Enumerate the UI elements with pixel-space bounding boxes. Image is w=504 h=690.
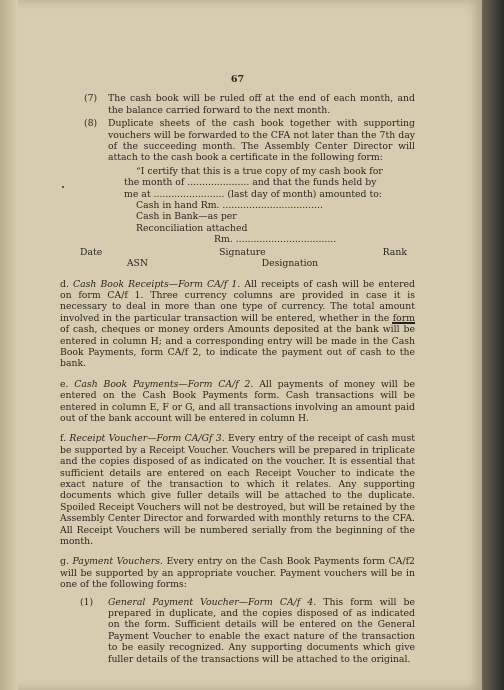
certificate-form: [60, 166, 415, 246]
paragraph-d: [60, 279, 415, 370]
cert-line: Rm. ..................................: [214, 234, 337, 246]
list-item: [60, 93, 415, 116]
cert-line: Reconciliation attached: [136, 222, 248, 234]
sub-item-heading: General Payment Voucher—Form CA/f 4.: [108, 596, 317, 608]
sub-item-text: [108, 597, 415, 665]
signature-row: [60, 247, 415, 258]
para-heading: Receipt Voucher—Form CA/Gf 3.: [69, 433, 225, 445]
paragraph-g: [60, 556, 415, 590]
rank-label: Rank: [382, 246, 407, 258]
designation-label: Designation: [261, 258, 319, 270]
page-number: 67: [230, 74, 245, 85]
para-text: All payments of money will be entered on the Cash Book Payments form. Cash transactions will be entered in column E, F or G, and all transactions involving an amount paid out of the bank account will be entered in column H.: [60, 378, 415, 424]
cert-line: “I certify that this is a true copy of my cash book for: [136, 165, 383, 177]
para-prefix: d.: [60, 278, 73, 290]
para-text: Every entry of the receipt of cash must be supported by a Receipt Voucher. Vouchers will be prepared in triplicate and the copies disposed of as indicated on the voucher. It is essential that sufficient details are entered on each Receipt Voucher to indicate the exact nature of the transaction to which it relates. Any supporting documents which give fuller details will be attached to the duplicate. Spoiled Receipt Vouchers will not be destroyed, but will be retained by the Assembly Center Director and forwarded with monthly returns to the CFA. All Receipt Vouchers will be numbered serially from the beginning of the month.: [60, 433, 415, 548]
signature-row-2: [60, 258, 415, 269]
date-label: Date: [80, 246, 103, 258]
sub-item-body: This form will be prepared in duplicate, and the copies disposed of as indicated on the form. Sufficient details will be entered on the General Payment Voucher to enable the exact nature of the transaction to be easily recognized. Any supporting documents which give fuller details of the transactions will be attached to the original.: [108, 596, 415, 665]
item-number: (8): [84, 118, 98, 130]
sub-item: [60, 597, 415, 665]
cert-line: Cash in hand Rm. ..................................: [136, 200, 323, 212]
para-prefix: f.: [60, 433, 70, 445]
signature-label: Signature: [219, 246, 266, 258]
para-heading: Cash Book Receipts—Form CA/f 1.: [72, 278, 241, 290]
para-prefix: g.: [60, 556, 73, 568]
cert-line: the month of ..................... and that the funds held by: [124, 177, 377, 189]
para-text: All receipts of cash will be entered on form CA/f 1. Three currency columns are provided in case it is necessary to deal in more than one type of currency. The total amount involved in the particular transaction will be entered, whether in the form of cash, cheques or money orders Amounts deposited at the bank will be entered in column H; and a corresponding entry will be made in the Cash Book Payments, form CA/f 2, to indicate the payment out of cash to the bank.: [60, 278, 415, 370]
page-spine: [0, 0, 18, 690]
para-heading: Cash Book Payments—Form CA/f 2.: [74, 378, 254, 390]
para-heading: Payment Vouchers.: [72, 556, 163, 568]
item-text: The cash book will be ruled off at the end of each month, and the balance carried forward to the next month.: [108, 93, 415, 116]
cert-line: me at ........................ (last day of month) amounted to:: [124, 188, 382, 200]
paragraph-f: [60, 433, 415, 547]
para-prefix: e.: [60, 378, 75, 390]
item-text: Duplicate sheets of the cash book together with supporting vouchers will be forwarded to the CFA not later than the 7th day of the succeeding month. The Assembly Center Director will attach to the cash book a certificate in the following form:: [108, 118, 415, 164]
page-edge-shadow: [482, 0, 504, 690]
item-number: (7): [84, 93, 98, 105]
paragraph-e: [60, 379, 415, 425]
asn-label: ASN: [126, 258, 149, 270]
page-content: [60, 74, 415, 665]
para-text: Every entry on the Cash Book Payments form CA/f2 will be supported by an appropriate voucher. Payment vouchers will be in one of the following forms:: [60, 556, 415, 591]
sub-item-number: (1): [80, 596, 94, 608]
cert-line: Cash in Bank—as per: [136, 211, 237, 223]
list-item: [60, 118, 415, 164]
